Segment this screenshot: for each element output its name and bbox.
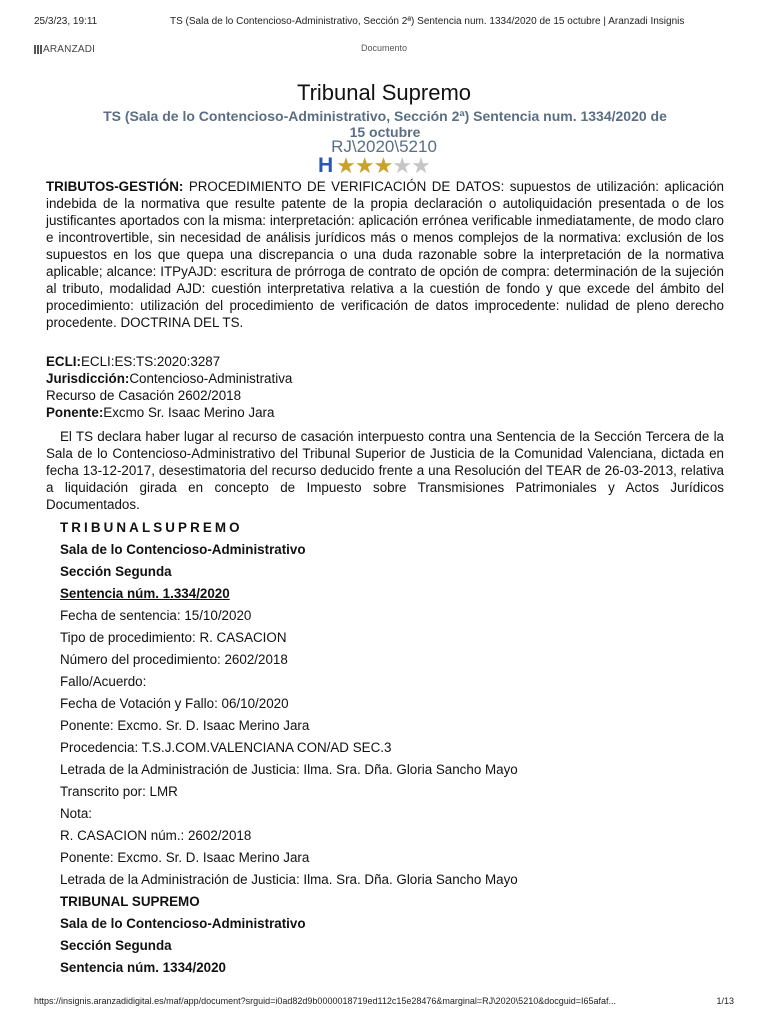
summary-heading: TRIBUTOS-GESTIÓN: [46, 179, 184, 194]
court-heading-2: TRIBUNAL SUPREMO [60, 894, 200, 909]
ponente-row [46, 404, 724, 421]
casacion-line: R. CASACION núm.: 2602/2018 [60, 828, 252, 843]
star-empty-icon: ★ [411, 153, 431, 178]
numero-procedimiento: Número del procedimiento: 2602/2018 [60, 652, 288, 667]
star-empty-icon: ★ [392, 153, 413, 178]
metadata [46, 353, 724, 421]
court-heading-spaced: TRIBUNALSUPREMO [60, 520, 243, 535]
recurso-row: Recurso de Casación 2602/2018 [46, 388, 242, 403]
print-title: TS (Sala de lo Contencioso-Administrativo, Sección 2ª) Sentencia num. 1334/2020 de 15 octubre | Aranzadi Insignis [170, 16, 685, 27]
document-url: https://insignis.aranzadidigital.es/maf/app/document?srguid=i0ad82d9b0000018719ed112c15e28476&marginal=RJ\2020\5210&docguid=I65afaf... [34, 996, 617, 1006]
tipo-procedimiento: Tipo de procedimiento: R. CASACION [60, 630, 287, 645]
summary [46, 178, 724, 331]
document-tab: Documento [360, 43, 408, 53]
ponente-value: Excmo Sr. Isaac Merino Jara [103, 405, 275, 420]
ecli-row [46, 353, 724, 370]
h-badge-icon: H [318, 154, 334, 177]
sala-heading-2: Sala de lo Contencioso-Administrativo [60, 916, 306, 931]
ponente-line: Ponente: Excmo. Sr. D. Isaac Merino Jara [60, 718, 310, 733]
court-title: Tribunal Supremo [296, 80, 472, 105]
jurisdiccion-row [46, 370, 724, 387]
sentence-header [60, 517, 750, 979]
fallo-acuerdo: Fallo/Acuerdo: [60, 674, 147, 689]
sala-heading: Sala de lo Contencioso-Administrativo [60, 542, 306, 557]
jurisdiccion-value: Contencioso-Administrativa [129, 371, 293, 386]
jurisdiccion-label: Jurisdicción: [46, 371, 130, 386]
star-filled-icon: ★ [336, 153, 356, 178]
print-date: 25/3/23, 19:11 [34, 16, 98, 27]
page-number: 1/13 [716, 996, 734, 1006]
letrada-line: Letrada de la Administración de Justicia: Ilma. Sra. Dña. Gloria Sancho Mayo [60, 762, 518, 777]
brand-name: ARANZADI [43, 44, 96, 55]
document-subtitle: TS (Sala de lo Contencioso-Administrativo, Sección 2ª) Sentencia num. 1334/2020 de 15 octubre [103, 108, 667, 140]
ecli-label: ECLI: [46, 354, 81, 369]
seccion-heading-2: Sección Segunda [60, 938, 172, 953]
sentencia-heading: Sentencia núm. 1.334/2020 [60, 586, 230, 601]
relevance-rating [318, 155, 430, 177]
abstract-paragraph: El TS declara haber lugar al recurso de casación interpuesto contra una Sentencia de la Sección Tercera de la Sala de lo Contencioso-Administrativo del Tribunal Superior de Justicia de la Comunidad Valenciana, dictada en fecha 13-12-2017, desestimatoria del recurso deducido frente a una Resolución del TEAR de 26-03-2013, relativa a liquidación girada en concepto de Impuesto sobre Transmisiones Patrimoniales y Actos Jurídicos Documentados. [46, 429, 724, 512]
star-filled-icon: ★ [354, 153, 375, 178]
procedencia-line: Procedencia: T.S.J.COM.VALENCIANA CON/AD SEC.3 [60, 740, 392, 755]
ecli-value: ECLI:ES:TS:2020:3287 [80, 354, 221, 369]
letrada-line-2: Letrada de la Administración de Justicia: Ilma. Sra. Dña. Gloria Sancho Mayo [60, 872, 518, 887]
ponente-label: Ponente: [46, 405, 104, 420]
fecha-votacion: Fecha de Votación y Fallo: 06/10/2020 [60, 696, 289, 711]
fecha-sentencia: Fecha de sentencia: 15/10/2020 [60, 608, 252, 623]
sentencia-heading-2: Sentencia núm. 1334/2020 [60, 960, 226, 975]
ponente-line-2: Ponente: Excmo. Sr. D. Isaac Merino Jara [60, 850, 310, 865]
reference-number: RJ\2020\5210 [331, 137, 437, 156]
transcrito-line: Transcrito por: LMR [60, 784, 178, 799]
star-filled-icon: ★ [373, 153, 394, 178]
summary-text: PROCEDIMIENTO DE VERIFICACIÓN DE DATOS: supuestos de utilización: aplicación indebida de la normativa que resulte patente de la propia declaración o autoliquidación presentada o de los justificantes aportados con la misma: interpretación: aplicación errónea verificable inmediatamente, de modo claro e incontrovertible, sin necesidad de análisis jurídicos más o menos complejos de la normativa: exclusión de los supuestos en los que quepa una discrepancia o una duda razonable sobre la interpretación de la normativa aplicable; alcance: ITPyAJD: escritura de prórroga de contrato de opción de compra: determinación de la sujeción al tributo, modalidad AJD: cuestión interpretativa relativa a la cuestión de fondo y que excede del ámbito del procedimiento: utilización del procedimiento de verificación de datos improcedente: nulidad de pleno derecho procedente. DOCTRINA DEL TS. [46, 179, 724, 330]
seccion-heading: Sección Segunda [60, 564, 172, 579]
nota-line: Nota: [60, 806, 93, 821]
